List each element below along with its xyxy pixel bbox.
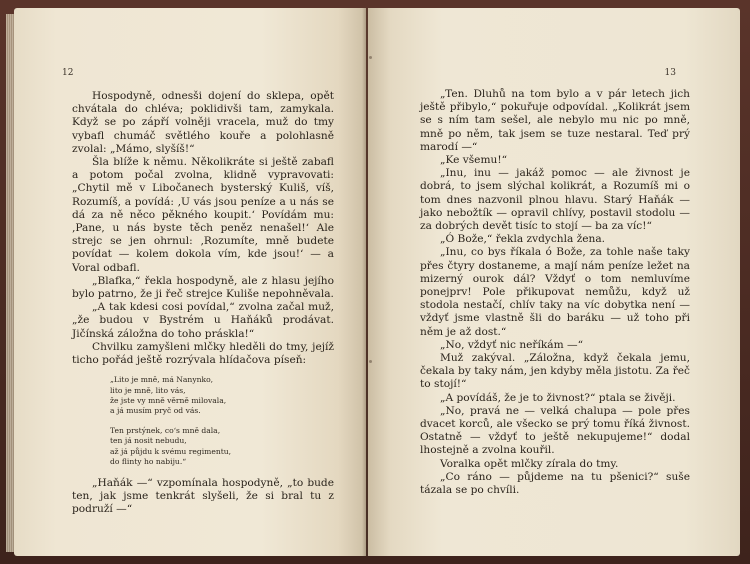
verse-line: „Lito je mně, má Nanynko, [110, 375, 214, 385]
paragraph: „Ten. Dluhů na tom bylo a v pár letech jich ještě přibylo,“ pokuřuje odpovídal. „Kolikrát jsem se s ním tam sešel, ale nebylo mu nic po mně, mně po něm, tak jsem se tuze nestaral. Teď prý marodí —“ [420, 88, 690, 153]
right-page [368, 8, 740, 556]
verse-line: až já půjdu k svému regimentu, [110, 446, 232, 456]
paragraph: „No, vždyť nic neříkám —“ [440, 338, 584, 351]
verse-line: lito je mně, lito vás, [110, 385, 186, 395]
song-verse [110, 375, 334, 467]
verse-line: a já musím pryč od vás. [110, 406, 201, 416]
paragraph: Muž zakýval. „Záložna, když čekala jemu, čekala by taky nám, jen kdyby měla jistotu. Za řeč to stojí!“ [420, 352, 690, 391]
paragraph: „A povídáš, že je to živnost?“ ptala se živěji. [440, 391, 676, 404]
paragraph: „Ó Bože,“ řekla zvdychla žena. [440, 233, 606, 246]
paragraph: „A tak kdesi cosi povídal,“ zvolna začal muž, „že budou v Bystrém u Haňáků prodávat. Jičínská záložna do toho práskla!“ [72, 301, 334, 340]
paragraph: Šla blíže k němu. Několikráte si ještě zabafl a potom počal zvolna, klidně vypravovati: „Chytil mě v Libočanech bysterský Kuliš, víš, Rozumíš, a povídá: ‚U vás jsou peníze a u nás se dá za ně něco pěkného koupit.‘ Povídám mu: ‚Pane, u nás byste těch peněz nenašel!‘ Ale strejc se jen ohrnul: ‚Rozumíte, mně budete povídat — kolem dokola vím, kde jsou!‘ — a Voral odbafl. [72, 156, 334, 274]
left-page-number: 12 [62, 68, 74, 78]
paragraph: „Ke všemu!“ [440, 154, 507, 167]
verse-line: Ten prstýnek, co‘s mně dala, [110, 425, 221, 435]
right-page-number: 13 [664, 68, 676, 78]
paragraph: „Haňák —“ vzpomínala hospodyně, „to bude ten, jak jsme tenkrát slyšeli, že si bral tu z podruží —“ [72, 476, 334, 515]
left-page [14, 8, 366, 556]
paragraph: „Inu, co bys říkala ó Bože, za tohle naše taky přes čtyry dostaneme, a mají nám peníze ležet na mizerný ourok dál? Vždyť o tom nemluvíme ponejprv! Pole přikupovat nemůžu, když už stodola nestačí, chlív taky na víc dobytka není — vždyť jsme vlastně šli do baráku — už toho při něm je až dost.“ [420, 246, 690, 338]
verse-line: že jste vy mně věrně milovala, [110, 396, 227, 406]
binding-hole [369, 56, 372, 59]
paragraph: „Inu, inu — jakáž pomoc — ale živnost je dobrá, to jsem slýchal kolikrát, a Rozumíš mi o tom dnes nazvonil plnou hlavu. Starý Haňák — jako nebožtík — opravil chlívy, postavil stodolu — za dobrých devět tisíc to stojí — ba za víc!“ [420, 167, 690, 233]
paragraph: „Blafka,“ řekla hospodyně, ale z hlasu jejího bylo patrno, že ji řeč strejce Kuliše nepohněvala. [72, 274, 334, 301]
verse-line: do flinty ho nabiju.“ [110, 457, 187, 467]
paragraph: Chvilku zamyšleni mlčky hleděli do tmy, jejíž ticho pořád ještě rozrývala hlídačova píseň: [72, 340, 334, 367]
verse-line: ten já nosit nebudu, [110, 436, 187, 446]
right-page-text [420, 88, 690, 497]
left-page-text [72, 90, 334, 516]
paragraph: „No, pravá ne — velká chalupa — pole přes dvacet korců, ale všecko se prý tomu říká živnost. Ostatně — vždyť to ještě nekupujeme!“ dodal lhostejně a zvolna kouřil. [420, 404, 690, 457]
paragraph: Hospodyně, odnesši dojení do sklepa, opět chvátala do chléva; poklidivši tam, zamykala. Když se po zápří volněji vracela, muž do tmy vybafl chumáč světlého kouře a polohlasně zvolal: „Mámo, slyšíš!“ [72, 90, 334, 155]
paragraph: Voralka opět mlčky zírala do tmy. [440, 457, 619, 470]
verse-stanza [110, 426, 334, 468]
binding-hole [369, 360, 372, 363]
paragraph: „Co ráno — půjdeme na tu pšenici?“ suše tázala se po chvíli. [420, 470, 690, 497]
verse-stanza [110, 375, 334, 417]
